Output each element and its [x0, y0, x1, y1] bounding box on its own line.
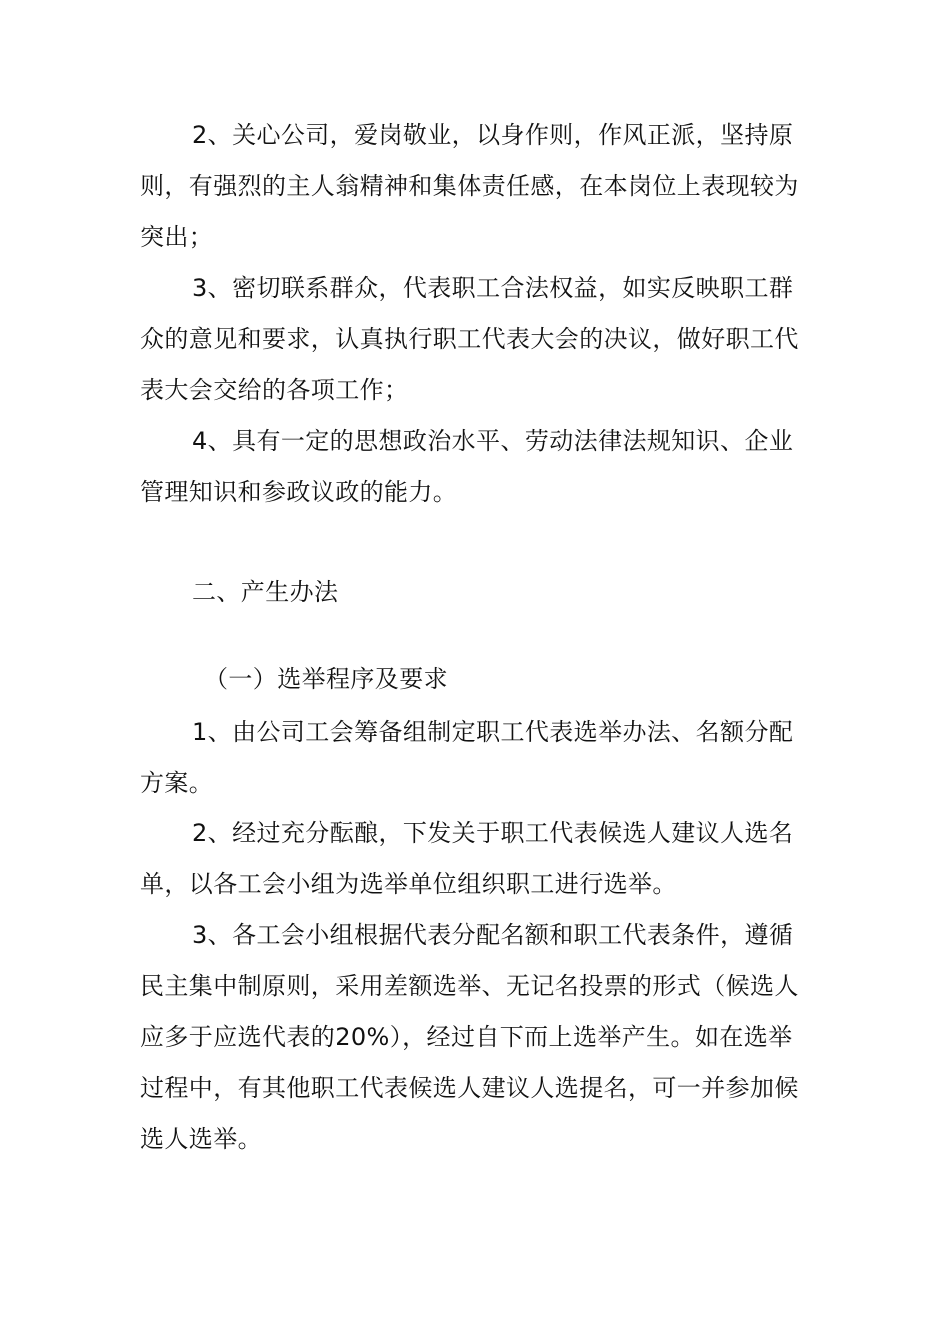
paragraph-item-3: 3、密切联系群众，代表职工合法权益，如实反映职工群众的意见和要求，认真执行职工代表大会的决议，做好职工代表大会交给的各项工作； [140, 274, 799, 404]
paragraph-item-2: 2、关心公司，爱岗敬业，以身作则，作风正派，坚持原则，有强烈的主人翁精神和集体责任感，在本岗位上表现较为突出； [140, 121, 799, 251]
paragraph-step-1: 1、由公司工会筹备组制定职工代表选举办法、名额分配方案。 [140, 718, 794, 797]
section-heading: 二、产生办法 [192, 578, 339, 606]
paragraph-step-3: 3、各工会小组根据代表分配名额和职工代表条件，遵循民主集中制原则，采用差额选举、无记名投票的形式（候选人应多于应选代表的20%），经过自下而上选举产生。如在选举过程中，有其他职工代表候选人建议人选提名，可一并参加候选人选举。 [140, 921, 799, 1153]
paragraph-item-4: 4、具有一定的思想政治水平、劳动法律法规知识、企业管理知识和参政议政的能力。 [140, 427, 794, 506]
subsection-heading: （一）选举程序及要求 [204, 665, 448, 693]
paragraph-step-2: 2、经过充分酝酿，下发关于职工代表候选人建议人选名单，以各工会小组为选举单位组织职工进行选举。 [140, 819, 794, 898]
